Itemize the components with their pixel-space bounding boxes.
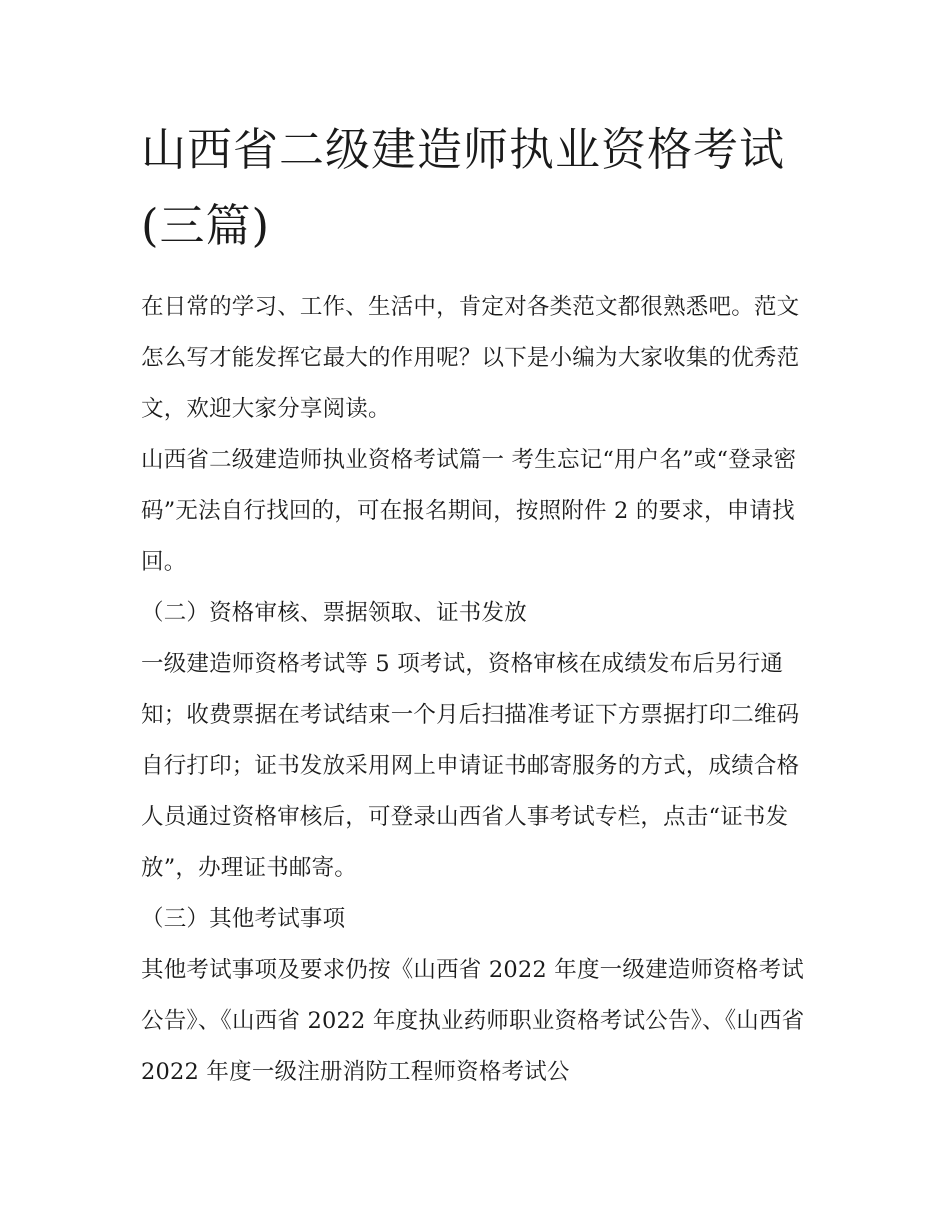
- section-3-heading: （三）其他考试事项: [141, 906, 346, 932]
- document-page: [141, 112, 821, 1098]
- section-2-paragraph: 一级建造师资格考试等 5 项考试，资格审核在成绩发布后另行通知；收费票据在考试结束一个月后扫描准考证下方票据打印二维码自行打印；证书发放采用网上申请证书邮寄服务的方式，成绩合格人员通过资格审核后，可登录山西省人事考试专栏，点击“证书发放”，办理证书邮寄。: [141, 651, 800, 881]
- section-1-paragraph: 山西省二级建造师执业资格考试篇一 考生忘记“用户名”或“登录密码”无法自行找回的，可在报名期间，按照附件 2 的要求，申请找回。: [141, 447, 797, 575]
- section-2-heading: （二）资格审核、票据领取、证书发放: [141, 600, 527, 626]
- section-3-paragraph: 其他考试事项及要求仍按《山西省 2022 年度一级建造师资格考试公告》、《山西省 2022 年度执业药师职业资格考试公告》、《山西省 2022 年度一级注册消防工程师资格考试公: [141, 957, 805, 1085]
- intro-paragraph: 在日常的学习、工作、生活中，肯定对各类范文都很熟悉吧。范文怎么写才能发挥它最大的作用呢？以下是小编为大家收集的优秀范文，欢迎大家分享阅读。: [141, 294, 800, 422]
- document-title: 山西省二级建造师执业资格考试(三篇): [141, 123, 786, 252]
- document-body: [141, 282, 821, 1098]
